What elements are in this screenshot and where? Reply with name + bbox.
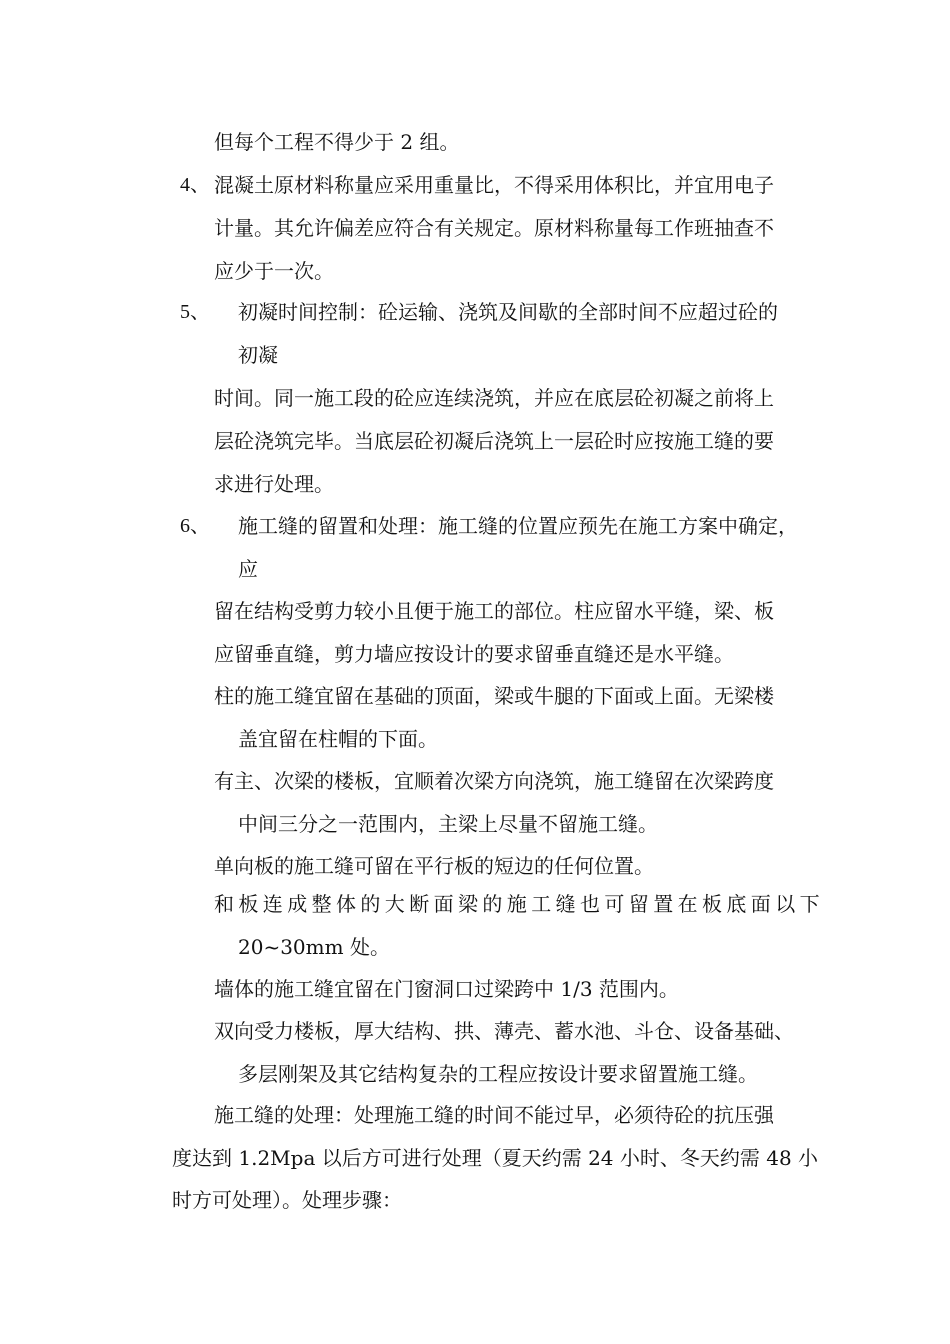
text-line: 时间。同一施工段的砼应连续浇筑，并应在底层砼初凝之前将上 — [214, 386, 774, 410]
text-line: 计量。其允许偏差应符合有关规定。原材料称量每工作班抽查不 — [214, 216, 774, 240]
text-line: 单向板的施工缝可留在平行板的短边的任何位置。 — [214, 854, 654, 878]
text-line: 和板连成整体的大断面梁的施工缝也可留置在板底面以下 — [214, 892, 824, 916]
text-line: 20~30mm 处。 — [238, 935, 390, 959]
item-number: 5、 — [180, 301, 210, 323]
text-line: 初凝时间控制：砼运输、浇筑及间歇的全部时间不应超过砼的 — [238, 300, 778, 324]
text-line: 层砼浇筑完毕。当底层砼初凝后浇筑上一层砼时应按施工缝的要 — [214, 429, 774, 453]
text-line: 初凝 — [238, 343, 278, 367]
item-number: 6、 — [180, 515, 210, 537]
text-line: 留在结构受剪力较小且便于施工的部位。柱应留水平缝，梁、板 — [214, 599, 774, 623]
text-line: 求进行处理。 — [214, 472, 334, 496]
text-line: 应 — [238, 557, 258, 581]
text-line: 墙体的施工缝宜留在门窗洞口过梁跨中 1/3 范围内。 — [214, 977, 679, 1001]
text-line: 柱的施工缝宜留在基础的顶面，梁或牛腿的下面或上面。无梁楼 — [214, 684, 774, 708]
text-line: 中间三分之一范围内，主梁上尽量不留施工缝。 — [238, 812, 658, 836]
text-line: 但每个工程不得少于 2 组。 — [214, 130, 460, 154]
item-number: 4、 — [180, 174, 210, 196]
text-line: 度达到 1.2Mpa 以后方可进行处理（夏天约需 24 小时、冬天约需 48 小 — [172, 1146, 819, 1170]
text-line: 双向受力楼板，厚大结构、拱、薄壳、蓄水池、斗仓、设备基础、 — [214, 1019, 794, 1043]
text-line: 多层刚架及其它结构复杂的工程应按设计要求留置施工缝。 — [238, 1062, 758, 1086]
text-line: 施工缝的处理：处理施工缝的时间不能过早，必须待砼的抗压强 — [214, 1103, 774, 1127]
text-line: 施工缝的留置和处理：施工缝的位置应预先在施工方案中确定， — [238, 514, 798, 538]
text-line: 有主、次梁的楼板，宜顺着次梁方向浇筑，施工缝留在次梁跨度 — [214, 769, 774, 793]
text-line: 应少于一次。 — [214, 259, 334, 283]
text-line: 应留垂直缝，剪力墙应按设计的要求留垂直缝还是水平缝。 — [214, 642, 734, 666]
text-line: 盖宜留在柱帽的下面。 — [238, 727, 438, 751]
text-line: 时方可处理）。处理步骤： — [172, 1188, 402, 1212]
text-line: 混凝土原材料称量应采用重量比，不得采用体积比，并宜用电子 — [214, 173, 774, 197]
